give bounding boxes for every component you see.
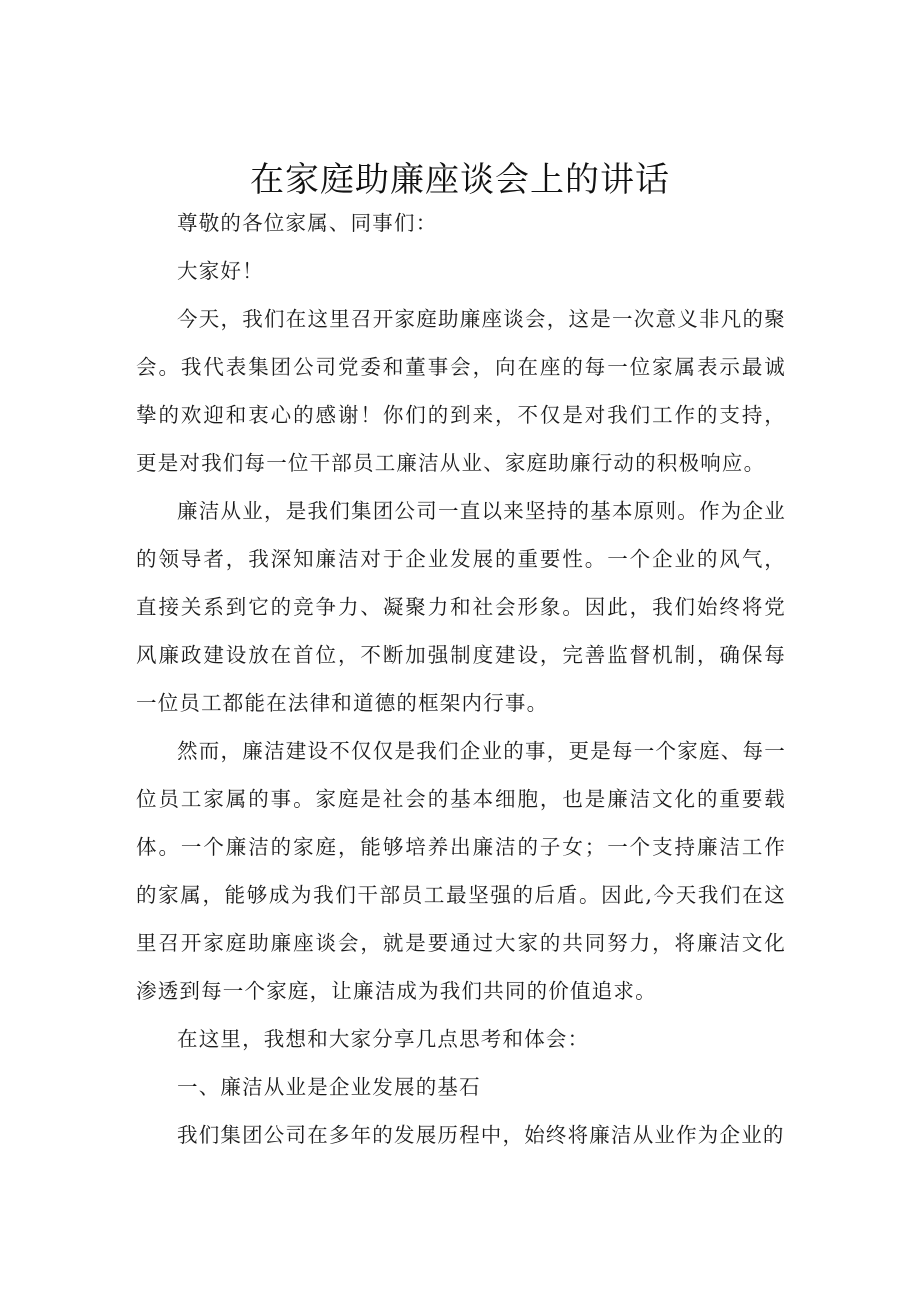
paragraph-family-role: 然而，廉洁建设不仅仅是我们企业的事，更是每一个家庭、每一位员工家属的事。家庭是社会的基本细胞，也是廉洁文化的重要载体。一个廉洁的家庭，能够培养出廉洁的子女；一个支持廉洁工作的家属，能够成为我们干部员工最坚强的后盾。因此,今天我们在这里召开家庭助廉座谈会，就是要通过大家的共同努力，将廉洁文化渗透到每一个家庭，让廉洁成为我们共同的价值追求。 (136, 739, 786, 1003)
document-body (136, 199, 786, 1159)
document-title: 在家庭助廉座谈会上的讲话 (250, 160, 670, 200)
paragraph-section-1: 我们集团公司在多年的发展历程中，始终将廉洁从业作为企业的 (177, 1123, 785, 1147)
paragraph-sharing-intro: 在这里，我想和大家分享几点思考和体会： (177, 1027, 590, 1051)
section-heading-1: 一、廉洁从业是企业发展的基石 (177, 1075, 481, 1099)
paragraph-integrity-principle: 廉洁从业，是我们集团公司一直以来坚持的基本原则。作为企业的领导者，我深知廉洁对于企业发展的重要性。一个企业的风气，直接关系到它的竞争力、凝聚力和社会形象。因此，我们始终将党风廉政建设放在首位，不断加强制度建设，完善监督机制，确保每一位员工都能在法律和道德的框架内行事。 (136, 499, 786, 715)
paragraph-salutation: 尊敬的各位家属、同事们： (177, 211, 438, 235)
paragraph-opening: 今天，我们在这里召开家庭助廉座谈会，这是一次意义非凡的聚会。我代表集团公司党委和董事会，向在座的每一位家属表示最诚挚的欢迎和衷心的感谢！你们的到来，不仅是对我们工作的支持，更是对我们每一位干部员工廉洁从业、家庭助廉行动的积极响应。 (136, 307, 786, 475)
paragraph-greeting: 大家好！ (177, 259, 264, 283)
